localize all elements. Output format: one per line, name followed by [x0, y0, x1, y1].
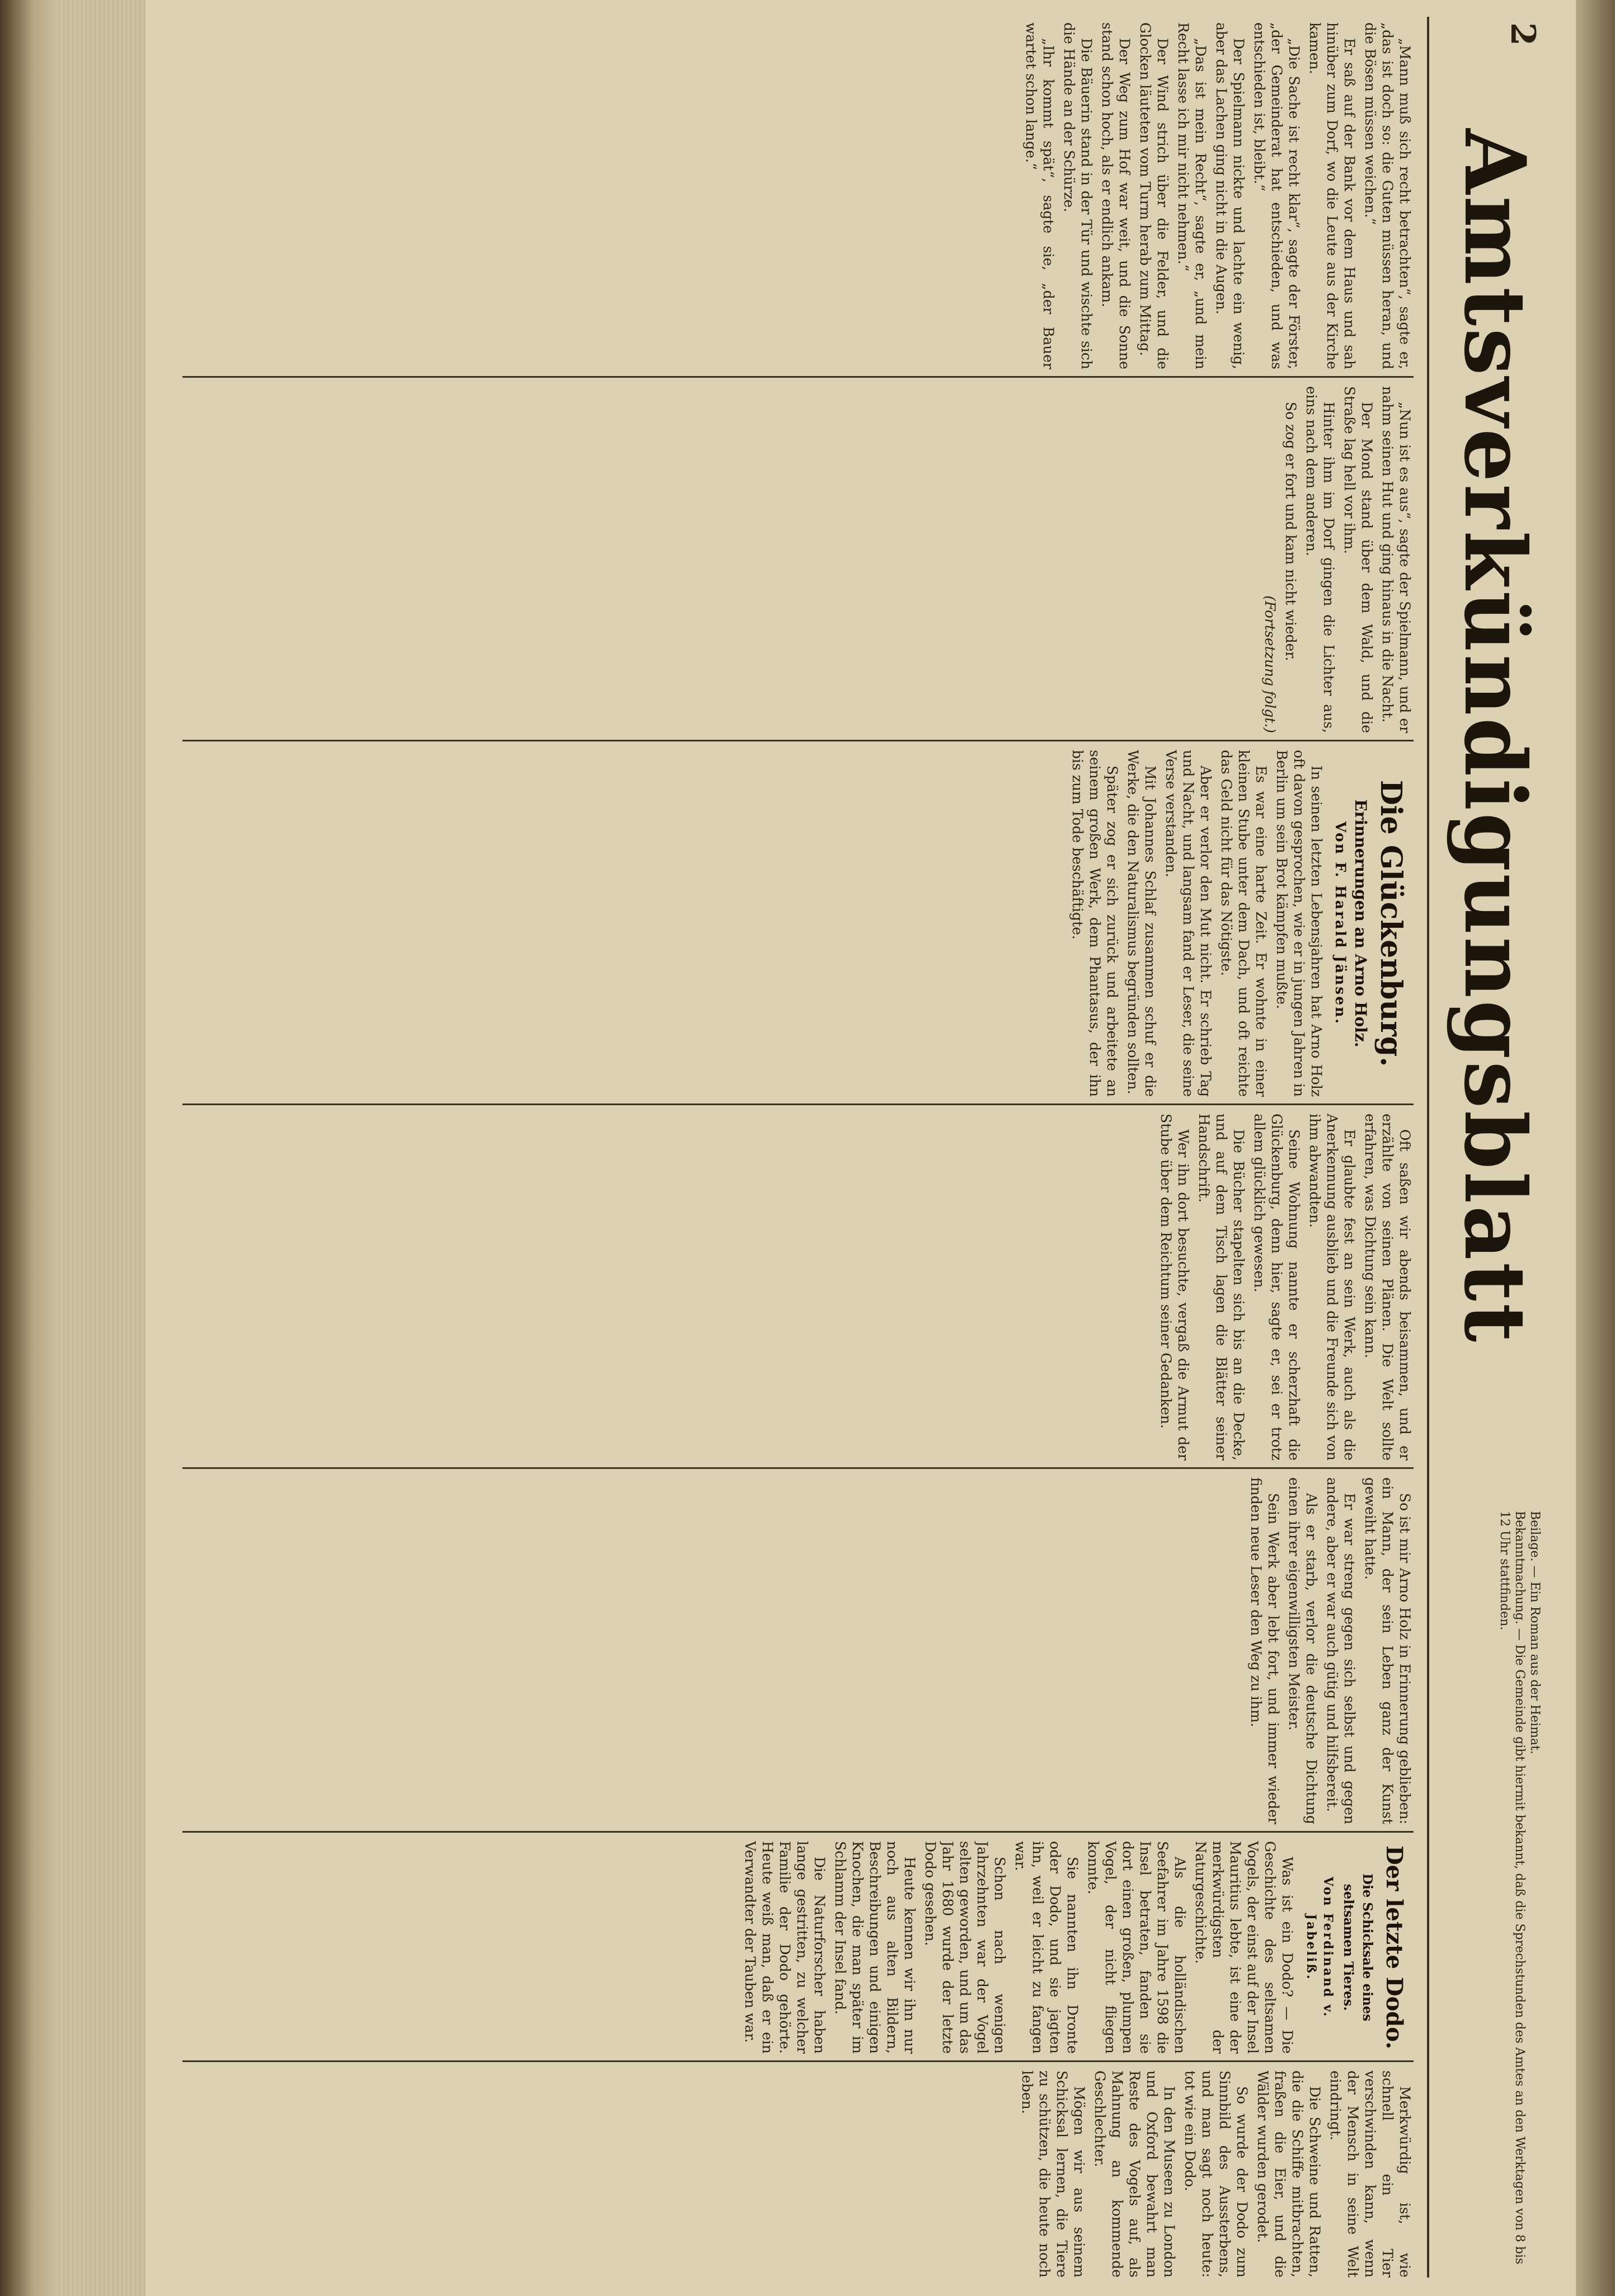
paragraph: Die Schweine und Ratten, die die Schiffe mitbrachten, fraßen die Eier, und die Wälder wurden gerodet.	[1255, 2070, 1323, 2278]
paragraph: Später zog er sich zurück und arbeitete an seinem großen Werk, dem Phantasus, der ihn bis zum Tode beschäftigte.	[1069, 750, 1120, 1097]
masthead: Amtsverkündigungsblatt	[1445, 129, 1544, 1345]
page-edges	[56, 0, 145, 2296]
column-rule	[182, 2060, 1414, 2062]
feature-title: Die Glückenburg.	[1374, 780, 1408, 1067]
header-note-text: Beilage. — Ein Roman aus der Heimat.	[1528, 1511, 1542, 1754]
dodo-subtitle: Die Schicksale eines seltsamen Tieres.	[1341, 1873, 1375, 2022]
feature-continued-column	[194, 1114, 1414, 1461]
paragraph: Schon nach wenigen Jahrzehnten war der Vogel selten geworden, und um das Jahr 1680 wurde der letzte Dodo gesehen.	[922, 1841, 1008, 2054]
feature-subtitle: Erinnerungen an Arno Holz.	[1351, 799, 1370, 1048]
feature-continued-column-2	[194, 1477, 1414, 1824]
story-ending-column	[194, 386, 1414, 733]
paragraph: Merkwürdig ist, wie schnell ein Tier verschwinden kann, wenn der Mensch in seine Welt eindringt.	[1327, 2070, 1413, 2278]
paragraph: Sie nannten ihn Dronte oder Dodo, und sie jagten ihn, weil er leicht zu fangen war.	[1012, 1841, 1081, 2054]
paragraph: Aber er verlor den Mut nicht. Er schrieb Tag und Nacht, und langsam fand er Leser, die seine Verse verstanden.	[1163, 750, 1214, 1097]
feature-column	[194, 750, 1414, 1097]
paragraph: Was ist ein Dodo? — Die Geschichte des seltsamen Vogels, der einst auf der Insel Mauritius lebte, ist eine der merkwürdigsten der Naturgeschichte.	[1193, 1841, 1295, 2054]
paragraph: Die Naturforscher haben lange gestritten, zu welcher Familie der Dodo gehörte. Heute weiß man, daß er ein Verwandter der Tauben war.	[742, 1841, 828, 2054]
paragraph: Mögen wir aus seinem Schicksal lernen, die Tiere zu schützen, die heute noch leben.	[1019, 2070, 1087, 2278]
adjacent-page-edge	[1576, 0, 1615, 2296]
column-rule	[182, 1467, 1414, 1469]
dodo-title: Der letzte Dodo.	[1381, 1845, 1407, 2050]
paragraph: So wurde der Dodo zum Sinnbild des Aussterbens, und man sagt noch heute: tot wie ein Dodo.	[1182, 2070, 1250, 2278]
paragraph: Als die holländischen Seefahrer im Jahre 1598 die Insel betraten, fanden sie dort einen großen, plumpen Vogel, der nicht fliegen konnte.	[1085, 1841, 1188, 2054]
dodo-continued-column	[194, 2070, 1414, 2278]
dodo-author: Von Ferdinand v. Jabeliß.	[1304, 1876, 1335, 2018]
paragraph: „Die Sache ist recht klar“, sagte der Förster, „der Gemeinderat hat entschieden, und was entschieden ist, bleibt.“	[1251, 22, 1302, 369]
paragraph: Der Weg zum Hof war weit, und die Sonne stand schon hoch, als er endlich ankam.	[1099, 22, 1133, 369]
paragraph: Der Wind strich über die Felder, und die Glocken läuteten vom Turm herab zum Mittag.	[1137, 22, 1171, 369]
paragraph: Der Spielmann nickte und lachte ein wenig, aber das Lachen ging nicht in die Augen.	[1213, 22, 1247, 369]
paragraph: Der Mond stand über dem Wald, und die Straße lag hell vor ihm.	[1341, 386, 1375, 733]
paragraph: Er glaubte fest an sein Werk, auch als die Anerkennung ausblieb und die Freunde sich von ihm abwandten.	[1307, 1114, 1358, 1461]
paragraph: „Nun ist es aus“, sagte der Spielmann, und er nahm seinen Hut und ging hinaus in die Nacht.	[1379, 386, 1413, 733]
newspaper-sheet	[145, 0, 1576, 2296]
paragraph: In seinen letzten Lebensjahren hat Arno Holz oft davon gesprochen, wie er in jungen Jahren in Berlin um sein Brot kämpfen mußte.	[1274, 750, 1325, 1097]
paragraph: „Das ist mein Recht“, sagte er, „und mein Recht lasse ich mir nicht nehmen.“	[1175, 22, 1209, 369]
header-note	[1453, 1511, 1542, 2266]
paragraph: Oft saßen wir abends beisammen, und er erzählte von seinen Plänen. Die Welt sollte erfahren, was Dichtung sein kann.	[1362, 1114, 1413, 1461]
binding-spine	[0, 0, 56, 2296]
paragraph: „Ihr kommt spät“, sagte sie, „der Bauer wartet schon lange.“	[1023, 22, 1057, 369]
masthead-rule	[1427, 17, 1429, 2278]
paragraph: Die Bäuerin stand in der Tür und wischte sich die Hände an der Schürze.	[1061, 22, 1095, 369]
paragraph: Es war eine harte Zeit. Er wohnte in einer kleinen Stube unter dem Dach, und oft reichte das Geld nicht für das Nötigste.	[1218, 750, 1269, 1097]
paragraph: Wer ihn dort besuchte, vergaß die Armut der Stube über dem Reichtum seiner Gedanken.	[1158, 1114, 1191, 1461]
notice-text: Bekanntmachung. — Die Gemeinde gibt hiermit bekannt, daß die Sprechstunden des Amtes an den Werktagen von 8 bis 12 Uhr stattfinden.	[1497, 1511, 1527, 2265]
feature-author: Von F. Harald Jänsen.	[1332, 821, 1349, 1026]
column-rule	[182, 376, 1414, 378]
paragraph: Mit Johannes Schlaf zusammen schuf er die Werke, die den Naturalismus begründen sollten.	[1125, 750, 1158, 1097]
continuation-note: (Fortsetzung folgt.)	[1262, 595, 1278, 733]
paragraph: So zog er fort und kam nicht wieder.	[1283, 402, 1299, 661]
dodo-column	[194, 1841, 1414, 2054]
paragraph: Hinter ihm im Dorf gingen die Lichter aus, eins nach dem anderen.	[1303, 386, 1337, 733]
paragraph: Er war streng gegen sich selbst und gegen andere, aber er war auch gütig und hilfsbereit.	[1324, 1477, 1358, 1824]
column-rule	[182, 1831, 1414, 1833]
paragraph: Die Bücher stapelten sich bis an die Decke, und auf dem Tisch lagen die Blätter seiner Handschrift.	[1196, 1114, 1247, 1461]
paragraph: „Mann muß sich recht betrachten“, sagte er, „das ist doch so: die Guten müssen heran, und die Bösen müssen weichen.“	[1362, 22, 1413, 369]
paragraph: Als er starb, verlor die deutsche Dichtung einen ihrer eigenwilligsten Meister.	[1286, 1477, 1320, 1824]
paragraph: Sein Werk aber lebt fort, und immer wieder finden neue Leser den Weg zu ihm.	[1248, 1477, 1281, 1824]
paragraph: Seine Wohnung nannte er scherzhaft die Glückenburg, denn hier, sagte er, sei er trotz allem glücklich gewesen.	[1251, 1114, 1302, 1461]
column-rule	[182, 740, 1414, 741]
paragraph: Er saß auf der Bank vor dem Haus und sah hinüber zum Dorf, wo die Leute aus der Kirche kamen.	[1307, 22, 1358, 369]
rotated-page	[145, 0, 1576, 2296]
paragraph: Heute kennen wir ihn nur noch aus alten Bildern, Beschreibungen und einigen Knochen, die man später im Schlamm der Insel fand.	[832, 1841, 918, 2054]
page-number: 2	[1503, 22, 1542, 46]
column-rule	[182, 1104, 1414, 1105]
paragraph: So ist mir Arno Holz in Erinnerung geblieben: ein Mann, der sein Leben ganz der Kunst geweiht hatte.	[1362, 1477, 1413, 1824]
paragraph: In den Museen zu London und Oxford bewahrt man Reste des Vogels auf, als Mahnung an kommende Geschlechter.	[1092, 2070, 1177, 2278]
story-continued-column	[194, 22, 1414, 369]
